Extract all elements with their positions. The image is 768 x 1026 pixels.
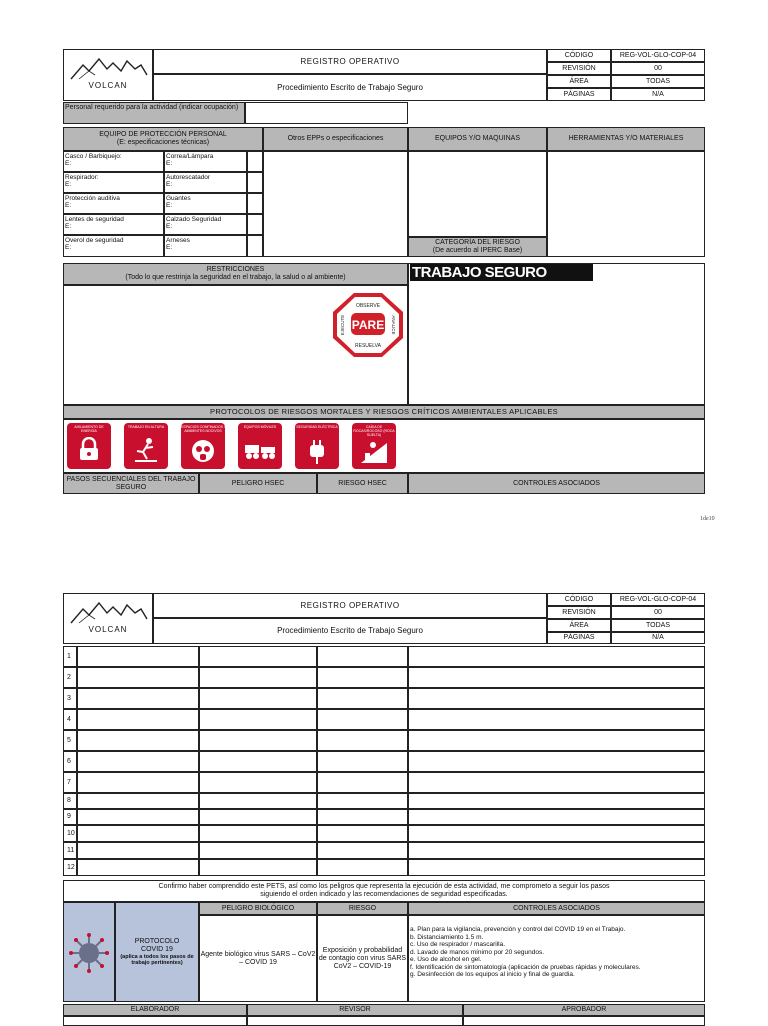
row-number: 8 [63,793,77,809]
mountain-logo-icon [69,55,149,83]
controles-cell[interactable] [408,859,705,876]
control-item: b. Distanciamiento 1.5 m. [410,933,484,941]
aprobador-header: APROBADOR [463,1004,705,1016]
svg-text:PARE: PARE [351,318,385,332]
controles-cell[interactable] [408,667,705,688]
row-number: 11 [63,842,77,859]
ppe-item: Calzado Seguridad E: [164,214,247,235]
categoria-subtitle: (De acuerdo al IPERC Base) [432,247,523,254]
herramientas-header: HERRAMIENTAS Y/O MATERIALES [547,127,705,151]
row-number: 4 [63,709,77,730]
peligro-cell[interactable] [199,667,317,688]
svg-text:OBSERVE: OBSERVE [355,303,381,309]
ppe-item: Overol de seguridad E: [63,235,164,257]
trabajo-seguro-logo: TRABAJO SEGURO [410,264,593,281]
protocol-tile: TRABAJO EN ALTURA [124,423,168,469]
ppe-check[interactable] [247,172,263,193]
ppe-item: Correa/Lámpara E: [164,151,247,172]
peligro-cell[interactable] [199,809,317,825]
gas-mask-icon [190,439,216,465]
logo-cell [63,593,153,644]
peligro-cell[interactable] [199,688,317,709]
row-number: 5 [63,730,77,751]
svg-text:RESUELVA: RESUELVA [355,343,381,349]
equipos-field[interactable] [408,151,547,237]
covid-image-cell [63,902,115,1002]
riesgo-cell[interactable] [317,667,408,688]
personal-label: Personal requerido para la actividad (indicar ocupación) [63,102,245,124]
step-cell[interactable] [77,793,199,809]
ppe-item: Autorescatador E: [164,172,247,193]
revisor-field[interactable] [247,1016,463,1026]
company-name: VOLCAN [88,81,128,90]
riesgo-cell[interactable] [317,772,408,793]
row-number: 3 [63,688,77,709]
bio-col-riesgo: RIESGO [317,902,408,915]
restricciones-title: RESTRICCIONES [206,266,265,273]
protocol-tile: ESPACIOS CONFINADOS / AMBIENTES NOCIVOS [181,423,225,469]
control-item: c. Uso de respirador / mascarilla. [410,941,506,948]
step-cell[interactable] [77,772,199,793]
peligro-cell[interactable] [199,842,317,859]
riesgo-cell[interactable] [317,646,408,667]
control-item: a. Plan para la vigilancia, prevención y control del COVID 19 en el Trabajo. [410,926,626,933]
meta-label: CÓDIGO [547,49,611,62]
meta-value: 00 [611,606,705,619]
ppe-item: Arneses E: [164,235,247,257]
peligro-cell[interactable] [199,772,317,793]
controles-cell[interactable] [408,809,705,825]
meta-label: CÓDIGO [547,593,611,606]
riesgo-biologico: Exposición y probabilidad de contagio con virus SARS CoV2 – COVID-19 [317,915,408,1002]
epp-title: EQUIPO DE PROTECCIÓN PERSONAL [99,131,227,138]
vehicles-icon [243,441,277,461]
meta-label: PÁGINAS [547,88,611,101]
col-riesgo: RIESGO HSEC [317,473,408,494]
meta-value: TODAS [611,619,705,632]
ppe-check[interactable] [247,193,263,214]
control-item: f. Identificación de sintomatología (aplicación de pruebas rápidas y moleculares. [410,963,641,971]
page-number: 1de10 [700,516,715,522]
step-cell[interactable] [77,730,199,751]
ppe-check[interactable] [247,214,263,235]
doc-title: REGISTRO OPERATIVO [153,49,547,74]
meta-value: N/A [611,632,705,644]
epp-subtitle: (E: especificaciones técnicas) [116,139,210,146]
row-number: 2 [63,667,77,688]
electric-plug-icon [305,439,329,465]
riesgo-cell[interactable] [317,825,408,842]
ppe-check[interactable] [247,151,263,172]
personal-field[interactable] [245,102,408,124]
mountain-logo-icon [69,599,149,627]
covid-label: COVID 19 [141,946,173,953]
protocolos-icons-row [63,419,705,473]
protocolos-header: PROTOCOLOS DE RIESGOS MORTALES Y RIESGOS CRÍTICOS AMBIENTALES APLICABLES [63,405,705,419]
revisor-header: REVISOR [247,1004,463,1016]
doc-subtitle: Procedimiento Escrito de Trabajo Seguro [153,74,547,101]
control-item: d. Lavado de manos mínimo por 20 segundos. [410,948,545,956]
rockfall-icon [359,439,389,465]
meta-value: REG-VOL-GLO-COP-04 [611,593,705,606]
epp-header [63,127,263,151]
doc-title: REGISTRO OPERATIVO [153,593,547,618]
protocol-tile: EQUIPOS MÓVILES [238,423,282,469]
riesgo-cell[interactable] [317,842,408,859]
ppe-check[interactable] [247,235,263,257]
peligro-biologico: Agente biológico virus SARS – CoV2 – COVID 19 [199,915,317,1002]
meta-label: REVISIÓN [547,62,611,75]
meta-label: ÁREA [547,619,611,632]
control-item: g. Desinfección de los equipos al inicio y final de guardia. [410,971,575,978]
confirmation-text: Confirmo haber comprendido este PETS, así como los peligros que representa la ejecución de esta actividad, me comprometo a seguir los pasos siguiendo el orden indicado y las recomendaciones de seguridad especificadas. [63,880,705,902]
step-cell[interactable] [77,859,199,876]
categoria-riesgo [408,237,547,257]
col-controles: CONTROLES ASOCIADOS [408,473,705,494]
controles-cell[interactable] [408,825,705,842]
meta-label: REVISIÓN [547,606,611,619]
padlock-icon [78,437,100,461]
meta-value: 00 [611,62,705,75]
trabajo-seguro-area [408,263,705,405]
meta-value: N/A [611,88,705,101]
controles-biologicos [408,915,705,1002]
aprobador-field[interactable] [463,1016,705,1026]
fall-person-icon [133,437,159,463]
controles-cell[interactable] [408,772,705,793]
categoria-title: CATEGORÍA DEL RIESGO [435,239,520,246]
control-item: e. Uso de alcohol en gel. [410,956,482,963]
riesgo-cell[interactable] [317,809,408,825]
peligro-cell[interactable] [199,793,317,809]
riesgo-cell[interactable] [317,730,408,751]
virus-icon [69,933,109,973]
restricciones-header [63,263,408,285]
riesgo-cell[interactable] [317,751,408,772]
meta-label: PÁGINAS [547,632,611,644]
protocolo-label: PROTOCOLO [134,938,180,945]
step-cell[interactable] [77,688,199,709]
svg-text:EJECUTE: EJECUTE [340,314,345,336]
meta-label: ÁREA [547,75,611,88]
step-cell[interactable] [77,709,199,730]
meta-value: TODAS [611,75,705,88]
row-number: 7 [63,772,77,793]
otros-epp-field[interactable] [263,151,408,257]
protocol-tile: SEGURIDAD ELÉCTRICA [295,423,339,469]
ppe-item: Casco / Barbiquejo: E: [63,151,164,172]
bio-col-controles: CONTROLES ASOCIADOS [408,902,705,915]
peligro-cell[interactable] [199,859,317,876]
controles-cell[interactable] [408,751,705,772]
row-number: 9 [63,809,77,825]
restricciones-subtitle: (Todo lo que restrinja la seguridad en el trabajo, la salud o al ambiente) [125,274,346,281]
step-cell[interactable] [77,825,199,842]
riesgo-cell[interactable] [317,859,408,876]
ppe-item: Respirador: E: [63,172,164,193]
row-number: 12 [63,859,77,876]
company-name: VOLCAN [88,625,128,634]
logo-cell [63,49,153,101]
row-number: 10 [63,825,77,842]
svg-text:ANALICE: ANALICE [391,315,396,335]
riesgo-cell[interactable] [317,688,408,709]
ppe-item: Guantes E: [164,193,247,214]
peligro-cell[interactable] [199,751,317,772]
restricciones-field[interactable] [63,285,408,405]
bio-col-peligro: PELIGRO BIOLÓGICO [199,902,317,915]
doc-subtitle: Procedimiento Escrito de Trabajo Seguro [153,618,547,644]
herramientas-field[interactable] [547,151,705,257]
controles-cell[interactable] [408,793,705,809]
row-number: 1 [63,646,77,667]
peligro-cell[interactable] [199,709,317,730]
aplica-label: (aplica a todos los pasos de trabajo pertinentes) [120,954,194,966]
protocol-tile: AISLAMIENTO DE ENERGÍA [67,423,111,469]
controles-cell[interactable] [408,709,705,730]
controles-cell[interactable] [408,730,705,751]
controles-cell[interactable] [408,842,705,859]
meta-value: REG-VOL-GLO-COP-04 [611,49,705,62]
step-cell[interactable] [77,646,199,667]
controles-cell[interactable] [408,688,705,709]
peligro-cell[interactable] [199,730,317,751]
step-cell[interactable] [77,667,199,688]
otros-epp-header: Otros EPPs o especificaciones [263,127,408,151]
riesgo-cell[interactable] [317,709,408,730]
peligro-cell[interactable] [199,825,317,842]
controles-cell[interactable] [408,646,705,667]
pare-stop-sign-icon [332,292,404,358]
step-cell[interactable] [77,751,199,772]
protocolo-covid [115,902,199,1002]
protocol-tile: CAÍDA DE ROCAS/ROCOSO (ROCA SUELTA) [352,423,396,469]
elaborador-header: ELABORADOR [63,1004,247,1016]
step-cell[interactable] [77,809,199,825]
equipos-header: EQUIPOS Y/O MAQUINAS [408,127,547,151]
row-number: 6 [63,751,77,772]
peligro-cell[interactable] [199,646,317,667]
col-pasos: PASOS SECUENCIALES DEL TRABAJO SEGURO [63,473,199,494]
elaborador-field[interactable] [63,1016,247,1026]
step-cell[interactable] [77,842,199,859]
ppe-item: Protección auditiva E: [63,193,164,214]
ppe-item: Lentes de seguridad E: [63,214,164,235]
col-peligro: PELIGRO HSEC [199,473,317,494]
riesgo-cell[interactable] [317,793,408,809]
